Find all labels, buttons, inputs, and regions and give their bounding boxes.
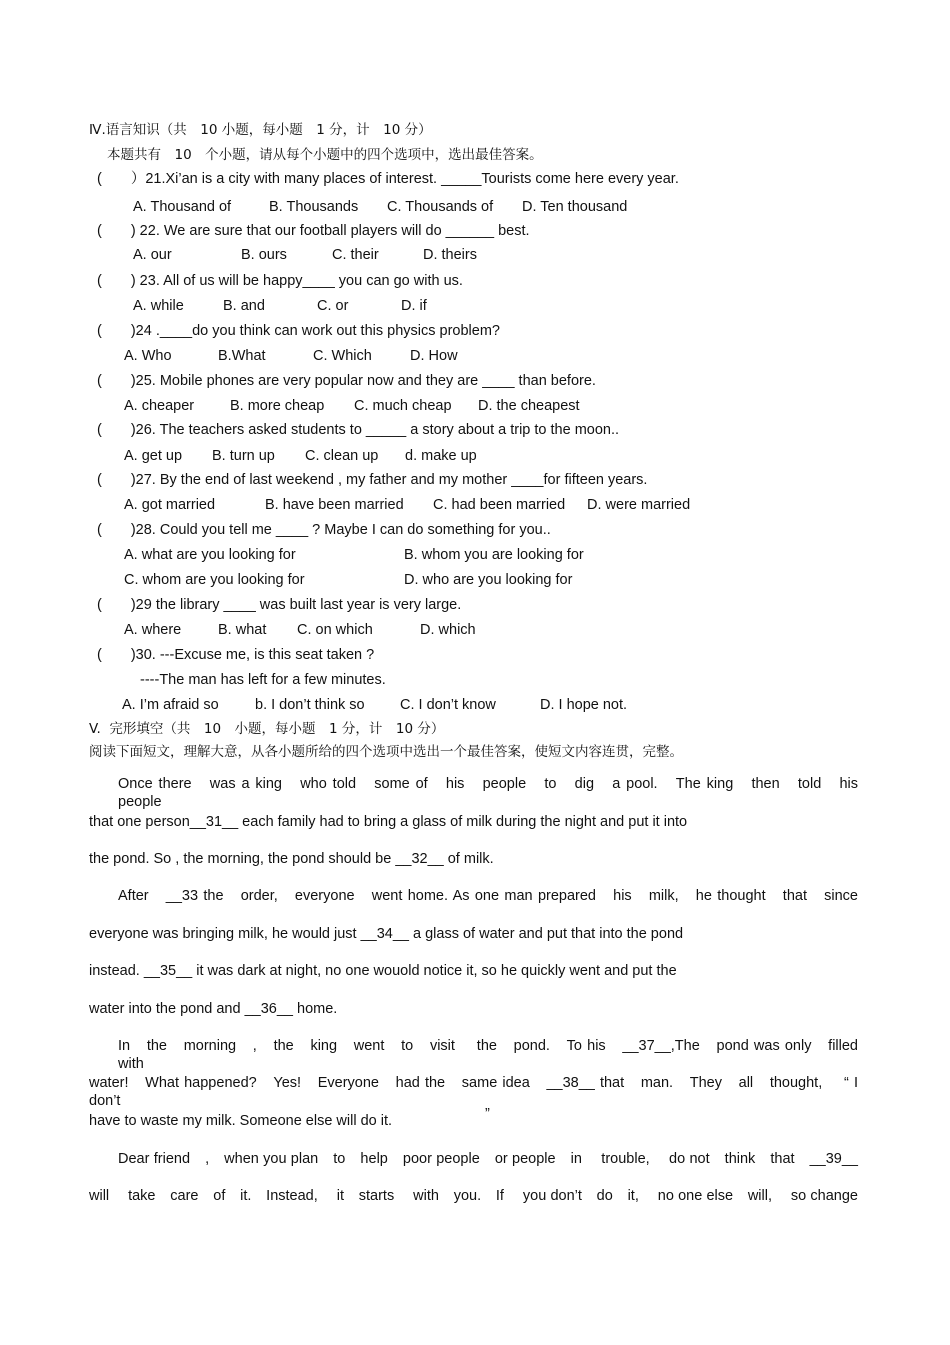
q30-option-b: b. I don’t think so (255, 697, 365, 713)
passage-line: instead. __35__ it was dark at night, no one wouold notice it, so he quickly went and put the (89, 963, 677, 979)
q26-option-d: d. make up (405, 448, 477, 464)
question-27-stem: ( )27. By the end of last weekend , my father and my mother ____for fifteen years. (97, 472, 648, 488)
q30-option-c: C. I don’t know (400, 697, 496, 713)
q23-option-b: B. and (223, 298, 265, 314)
passage-line: In the morning , the king went to visit the pond. To his __37__,The pond was only filled with (118, 1038, 877, 1072)
passage-line: Once there was a king who told some of his people to dig a pool. The king then told his people (118, 776, 873, 810)
passage-line: water! What happened? Yes! Everyone had the same idea __38__ that man. They all thought, “ I don’t (89, 1075, 873, 1109)
question-30-dialogue: ----The man has left for a few minutes. (140, 672, 386, 688)
q24-option-b: B.What (218, 348, 266, 364)
q30-option-a: A. I’m afraid so (122, 697, 219, 713)
q26-option-c: C. clean up (305, 448, 379, 464)
passage-line: everyone was bringing milk, he would just __34__ a glass of water and put that into the pond (89, 926, 684, 942)
question-29-stem: ( )29 the library ____ was built last year is very large. (97, 597, 462, 613)
q23-option-d: D. if (401, 298, 427, 314)
q21-option-d: D. Ten thousand (522, 199, 628, 215)
question-24-stem: ( )24 .____do you think can work out this physics problem? (97, 323, 500, 339)
q29-option-b: B. what (218, 622, 267, 638)
q27-option-c: C. had been married (433, 497, 566, 513)
q23-option-c: C. or (317, 298, 349, 314)
passage-line: Dear friend , when you plan to help poor people or people in trouble, do not think that __39__ (118, 1151, 858, 1167)
question-30-stem: ( )30. ---Excuse me, is this seat taken ? (97, 647, 375, 663)
q24-option-d: D. How (410, 348, 458, 364)
section-4-heading: Ⅳ.语言知识（共 10 小题，每小题 1 分，计 10 分） (89, 122, 432, 138)
passage-line: the pond. So , the morning, the pond should be __32__ of milk. (89, 851, 494, 867)
q24-option-c: C. Which (313, 348, 372, 364)
q25-option-a: A. cheaper (124, 398, 195, 414)
section-4-instruction: 本题共有 10 个小题，请从每个小题中的四个选项中，选出最佳答案。 (107, 147, 543, 163)
passage-line: will take care of it. Instead, it starts with you. If you don’t do it, no one else will, so change (89, 1188, 858, 1204)
q28-option-c: C. whom are you looking for (124, 572, 305, 588)
q28-option-a: A. what are you looking for (124, 547, 296, 563)
q22-option-d: D. theirs (423, 247, 477, 263)
question-28-stem: ( )28. Could you tell me ____ ? Maybe I can do something for you.. (97, 522, 551, 538)
closing-quote: ” (485, 1106, 490, 1122)
question-26-stem: ( )26. The teachers asked students to _____ a story about a trip to the moon.. (97, 422, 620, 438)
q21-option-c: C. Thousands of (387, 199, 494, 215)
q24-option-a: A. Who (124, 348, 172, 364)
q21-option-b: B. Thousands (269, 199, 359, 215)
section-5-heading: V. 完形填空（共 10 小题，每小题 1 分，计 10 分） (89, 721, 445, 737)
q22-option-c: C. their (332, 247, 379, 263)
q21-option-a: A. Thousand of (133, 199, 232, 215)
q26-option-b: B. turn up (212, 448, 275, 464)
q25-option-d: D. the cheapest (478, 398, 580, 414)
q27-option-a: A. got married (124, 497, 216, 513)
q30-option-d: D. I hope not. (540, 697, 628, 713)
q29-option-c: C. on which (297, 622, 373, 638)
q29-option-a: A. where (124, 622, 182, 638)
question-23-stem: ( ) 23. All of us will be happy____ you can go with us. (97, 273, 463, 289)
question-25-stem: ( )25. Mobile phones are very popular now and they are ____ than before. (97, 373, 596, 389)
passage-line: water into the pond and __36__ home. (89, 1001, 338, 1017)
q28-option-d: D. who are you looking for (404, 572, 573, 588)
passage-line: After __33 the order, everyone went home. As one man prepared his milk, he thought that since (118, 888, 858, 904)
q22-option-a: A. our (133, 247, 172, 263)
q22-option-b: B. ours (241, 247, 287, 263)
q29-option-d: D. which (420, 622, 476, 638)
passage-line: that one person__31__ each family had to bring a glass of milk during the night and put it into (89, 814, 688, 830)
q27-option-d: D. were married (587, 497, 691, 513)
q28-option-b: B. whom you are looking for (404, 547, 584, 563)
question-22-stem: ( ) 22. We are sure that our football players will do ______ best. (97, 223, 530, 239)
question-21-stem: ( ）21.Xi’an is a city with many places of interest. _____Tourists come here every year. (97, 171, 679, 187)
q25-option-b: B. more cheap (230, 398, 325, 414)
q23-option-a: A. while (133, 298, 184, 314)
q27-option-b: B. have been married (265, 497, 404, 513)
q26-option-a: A. get up (124, 448, 183, 464)
section-5-instruction: 阅读下面短文，理解大意，从各小题所给的四个选项中选出一个最佳答案，使短文内容连贯，完整。 (89, 744, 683, 760)
q25-option-c: C. much cheap (354, 398, 452, 414)
passage-line: have to waste my milk. Someone else will do it. (89, 1113, 393, 1129)
